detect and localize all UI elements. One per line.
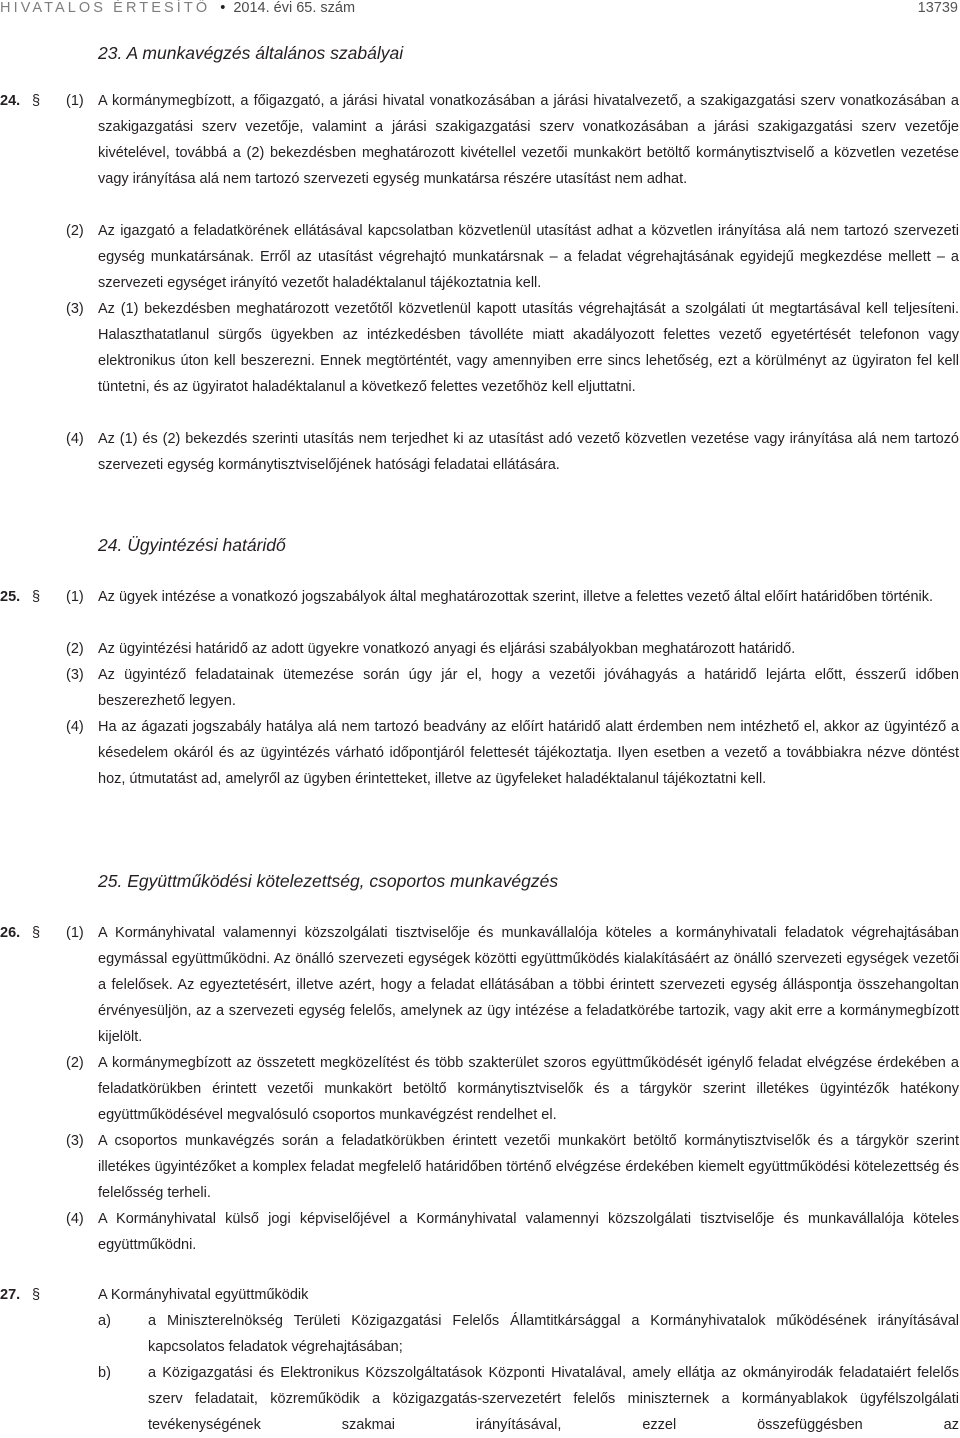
bullet-separator: • bbox=[220, 0, 226, 16]
article-24-paragraph-2: Az igazgató a feladatkörének ellátásával kapcsolatban közvetlenül utasítást adhat a közvetlen irányítása alá nem tartozó szervezeti egység munkatársának. Erről az utasítást végrehajtó munkatársnak – a feladat végrehajtásának egyidejű megkezdése mellett – a szervezeti egységet irányító vezetőt haladéktalanul tájékoztatnia kell. bbox=[98, 223, 959, 291]
section-sign: § bbox=[32, 925, 41, 941]
header-left bbox=[0, 0, 355, 16]
article-number-27: 27. bbox=[0, 1287, 21, 1303]
paragraph-number: (2) bbox=[66, 641, 84, 657]
section-title-23: 23. A munkavégzés általános szabályai bbox=[98, 43, 404, 63]
paragraph-number: (2) bbox=[66, 1055, 84, 1071]
page-number: 13739 bbox=[917, 0, 958, 16]
article-24-paragraph-4: Az (1) és (2) bekezdés szerinti utasítás nem terjedhet ki az utasítást adó vezető közvetlen vezetése vagy irányítása alá nem tartozó szervezeti egység kormánytisztviselőjének hatósági feladatai ellátására. bbox=[98, 431, 959, 473]
journal-name: HIVATALOS ÉRTESÍTŐ bbox=[0, 0, 211, 16]
paragraph-number: (3) bbox=[66, 301, 84, 317]
article-24-paragraph-3: Az (1) bekezdésben meghatározott vezetőtől közvetlenül kapott utasítás végrehajtását a szolgálati út megtartásával kell teljesíteni. Halaszthatatlanul sürgős ügyekben az intézkedésben távolléte miatt akadályozott felettes vezető egyetértését telefonon vagy elektronikus úton kell beszerezni. Ennek megtörténtét, vagy amennyiben erre sincs lehetőség, ezt a körülményt az ügyiraton fel kell tüntetni, és az ügyiratot haladéktalanul a következő felettes vezetőhöz kell eljuttatni. bbox=[98, 301, 959, 395]
paragraph-number: (4) bbox=[66, 719, 84, 735]
paragraph-number: (1) bbox=[66, 589, 84, 605]
paragraph-number: (3) bbox=[66, 667, 84, 683]
article-26-paragraph-4: A Kormányhivatal külső jogi képviselőjével a Kormányhivatal valamennyi közszolgálati tisztviselője és munkavállalója köteles együttműködni. bbox=[98, 1211, 959, 1253]
section-title-25: 25. Együttműködési kötelezettség, csoportos munkavégzés bbox=[98, 871, 559, 891]
paragraph-number: (3) bbox=[66, 1133, 84, 1149]
article-25-paragraph-2: Az ügyintézési határidő az adott ügyekre vonatkozó anyagi és eljárási szabályokban meghatározott határidő. bbox=[98, 641, 796, 657]
section-title-24: 24. Ügyintézési határidő bbox=[98, 535, 286, 555]
section-sign: § bbox=[32, 589, 41, 605]
paragraph-number: (4) bbox=[66, 431, 84, 447]
page-header bbox=[0, 0, 960, 20]
section-sign: § bbox=[32, 93, 41, 109]
issue-label: 2014. évi 65. szám bbox=[233, 0, 356, 16]
paragraph-number: (1) bbox=[66, 93, 84, 109]
article-number-24: 24. bbox=[0, 93, 21, 109]
article-25-paragraph-1: Az ügyek intézése a vonatkozó jogszabályok által meghatározottak szerint, illetve a felettes vezető által előírt határidőben történik. bbox=[98, 589, 934, 605]
paragraph-number: (1) bbox=[66, 925, 84, 941]
paragraph-number: (4) bbox=[66, 1211, 84, 1227]
article-27-point-b: a Közigazgatási és Elektronikus Közszolgáltatások Központi Hivatalával, amely ellátja az okmányirodák feladataiért felelős szerv feladatait, közreműködik a közigazgatás-szervezetért felelős miniszternek a kormányablakok ügyfélszolgálati tevékenységének szakmai irányításával, ezzel összefüggésben az bbox=[148, 1365, 959, 1433]
point-label: a) bbox=[98, 1313, 111, 1329]
paragraph-number: (2) bbox=[66, 223, 84, 239]
article-26-paragraph-2: A kormánymegbízott az összetett megközelítést és több szakterület szoros együttműködését igénylő feladat elvégzése érdekében a feladatkörükben érintett vezetői munkakört betöltő kormánytisztviselők és a tárgykör szerint illetékes ügyintézők hatékony együttműködésével megvalósuló csoportos munkavégzést rendelhet el. bbox=[98, 1055, 959, 1123]
article-24-paragraph-1: A kormánymegbízott, a főigazgató, a járási hivatal vonatkozásában a járási hivatalvezető, a szakigazgatási szerv vonatkozásában a szakigazgatási szerv vezetője, valamint a járási szakigazgatási szerv vonatkozásában a járási szakigazgatási szerv vezetője kivételével, továbbá a (2) bekezdésben meghatározott kivétellel vezetői munkakört betöltő kormánytisztviselő a közvetlen vezetése vagy irányítása alá nem tartozó szervezeti egység munkatársa részére utasítást nem adhat. bbox=[98, 93, 959, 187]
article-25-paragraph-4: Ha az ágazati jogszabály hatálya alá nem tartozó beadvány az előírt határidő alatt érdemben nem intézhető el, akkor az ügyintéző a késedelem okáról és az ügyintézés várható időpontjáról felettesét tájékoztatja. Ilyen esetben a vezető a továbbiakra nézve döntést hoz, útmutatást ad, amelyről az ügyben érintetteket, illetve az ügyfeleket haladéktalanul tájékoztatni kell. bbox=[98, 719, 959, 787]
article-27-point-a: a Miniszterelnökség Területi Közigazgatási Felelős Államtitkársággal a Kormányhivatalok működésének irányításával kapcsolatos feladatok végrehajtásában; bbox=[148, 1313, 959, 1355]
article-26-paragraph-1: A Kormányhivatal valamennyi közszolgálati tisztviselője és munkavállalója köteles a kormányhivatali feladatok végrehajtásában egymással együttműködni. Az önálló szervezeti egységek közötti együttműködés kialakításáért az önálló szervezeti egységek vezetői a felelősek. Az egyeztetésért, illetve azért, hogy a feladat ellátásában a többi érintett szervezeti egység álláspontja összehangoltan érvényesüljön, az a szervezeti egység felelős, amelynek az ügy intézése a feladatkörébe tartozik, vagy akit erre a kormánymegbízott kijelölt. bbox=[98, 925, 959, 1045]
article-25-paragraph-3: Az ügyintéző feladatainak ütemezése során úgy jár el, hogy a vezetői jóváhagyás a határidő lejárta előtt, ésszerű időben beszerezhető legyen. bbox=[98, 667, 959, 709]
point-label: b) bbox=[98, 1365, 111, 1381]
article-number-25: 25. bbox=[0, 589, 21, 605]
section-sign: § bbox=[32, 1287, 41, 1303]
article-26-paragraph-3: A csoportos munkavégzés során a feladatkörükben érintett vezetői munkakört betöltő kormánytisztviselők és a tárgykör szerint illetékes ügyintézőket a komplex feladat megfelelő határidőben történő elvégzése érdekében kiemelt együttműködési kötelezettség és felelősség terheli. bbox=[98, 1133, 959, 1201]
article-27-intro: A Kormányhivatal együttműködik bbox=[98, 1287, 309, 1303]
article-number-26: 26. bbox=[0, 925, 21, 941]
